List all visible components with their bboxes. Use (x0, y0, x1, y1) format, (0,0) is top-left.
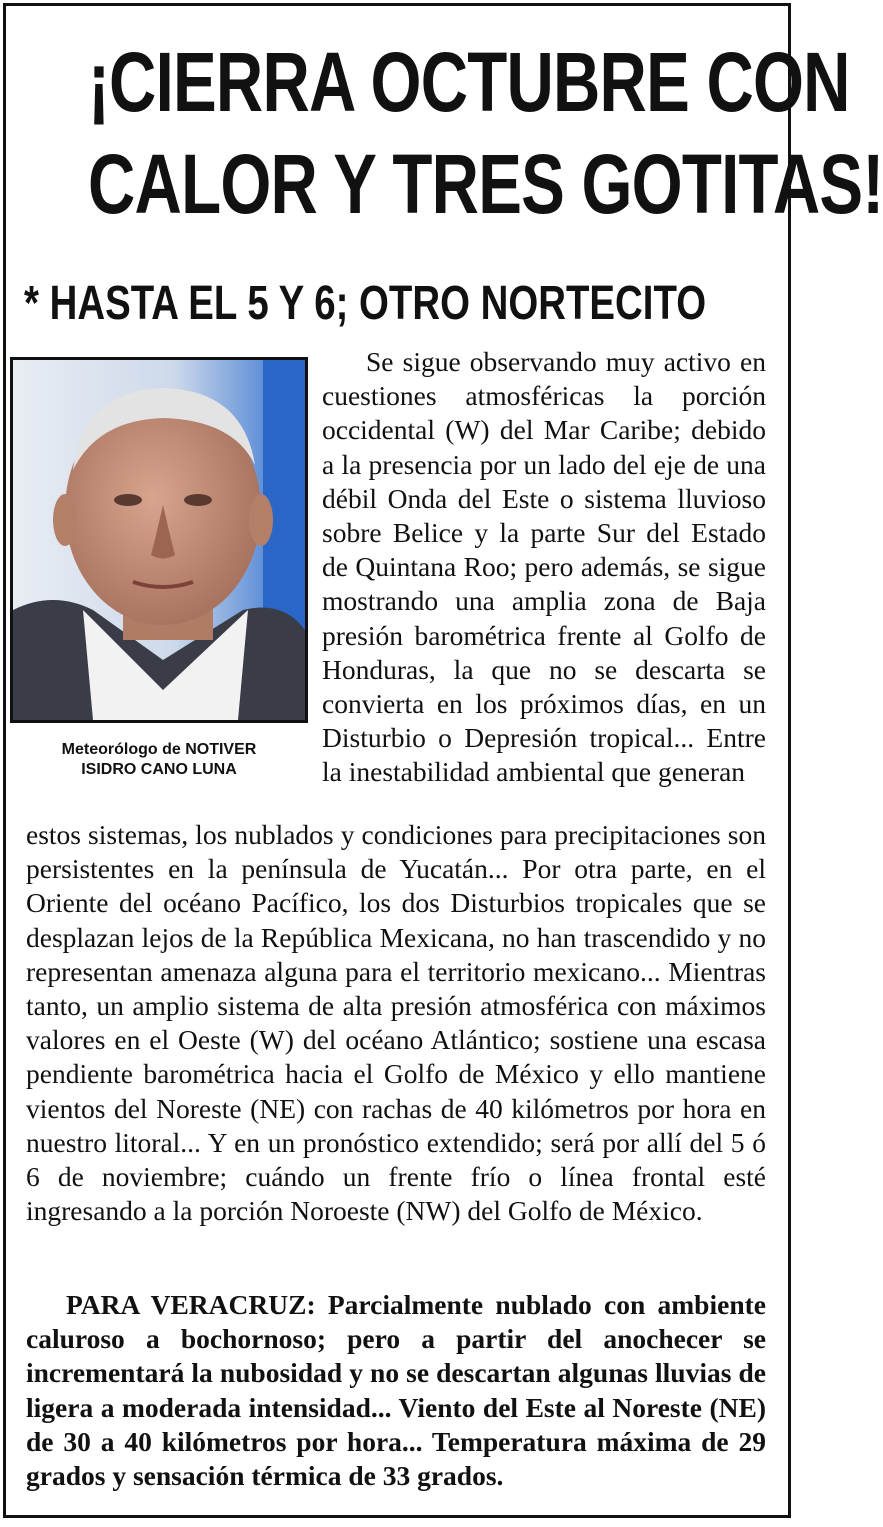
portrait-photo (10, 357, 308, 723)
article-paragraph-2: estos sistemas, los nublados y condiciones para precipitaciones son persistentes en la península de Yucatán... Por otra parte, en el Oriente del océano Pacífico, los dos Disturbios tropicales que se desplazan lejos de la República Mexicana, no han trascendido y no representan amenaza alguna para el territorio mexicano... Mientras tanto, un amplio sistema de alta presión atmosférica con máximos valores en el Oeste (W) del océano Atlántico; sostiene una escasa pendiente barométrica hacia el Golfo de México y ello mantiene vientos del Noreste (NE) con rachas de 40 kilómetros por hora en nuestro litoral... Y en un pronóstico extendido; será por allí del 5 ó 6 de noviembre; cuándo un frente frío o línea frontal esté ingresando a la porción Noroeste (NW) del Golfo de México. (26, 819, 766, 1227)
article-paragraph-1: Se sigue observando muy activo en cuestiones atmosféricas la porción occidental (W) del Mar Caribe; debido a la presencia por un lado del eje de una débil Onda del Este o sistema lluvioso sobre Belice y la parte Sur del Estado de Quintana Roo; pero además, se sigue mostrando una amplia zona de Baja presión barométrica frente al Golfo de Honduras, la que no se descarta se convierta en los próximos días, en un Disturbio o Depresión tropical... Entre la inestabilidad ambiental que generan (322, 346, 766, 788)
headline-line-2: CALOR Y TRES GOTITAS! (88, 137, 883, 231)
photo-caption (10, 740, 308, 780)
subheadline: * HASTA EL 5 Y 6; OTRO NORTECITO (24, 277, 707, 330)
caption-name: ISIDRO CANO LUNA (81, 761, 237, 778)
caption-title: Meteorólogo de NOTIVER (61, 741, 257, 758)
article-column (322, 345, 766, 790)
portrait-illustration (13, 360, 305, 720)
headline-line-1: ¡CIERRA OCTUBRE CON (88, 35, 850, 129)
veracruz-forecast: PARA VERACRUZ: Parcialmente nublado con ambiente caluroso a bochornoso; pero a partir del anochecer se incrementará la nubosidad y no se descartan algunas lluvias de ligera a moderada intensidad... Viento del Este al Noreste (NE) de 30 a 40 kilómetros por hora... Temperatura máxima de 29 grados y sensación térmica de 33 grados. (26, 1289, 766, 1492)
